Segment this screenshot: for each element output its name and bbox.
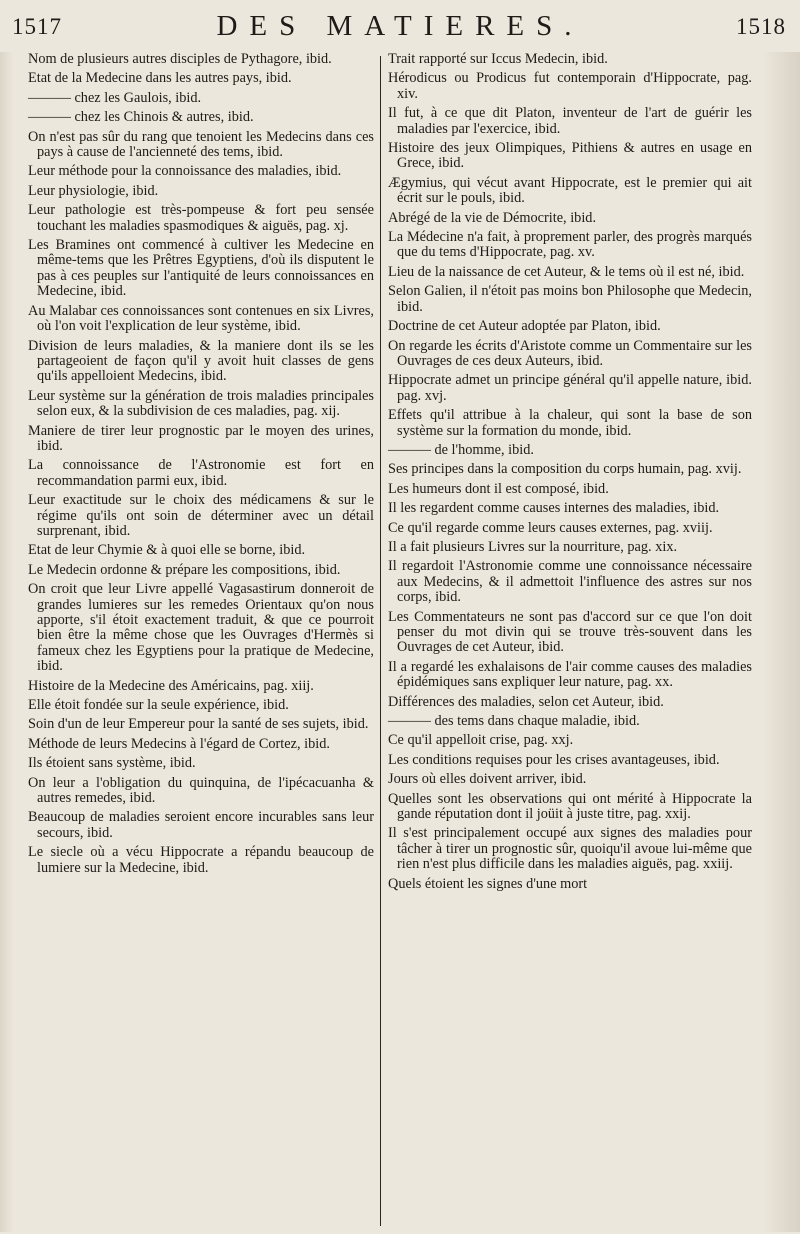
index-entry: Abrégé de la vie de Démocrite, ibid.	[388, 209, 597, 226]
index-entry: Ce qu'il regarde comme leurs causes externes, pag. xviij.	[388, 519, 713, 536]
index-entry: Histoire de la Medecine des Américains, pag. xiij.	[28, 677, 314, 694]
index-entry: Selon Galien, il n'étoit pas moins bon Philosophe que Medecin, ibid.	[388, 283, 752, 315]
index-entry: On croit que leur Livre appellé Vagasastirum donneroit de grandes lumieres sur les remedes Orientaux qu'on nous apporte, s'il étoit exactement traduit, & que ce pourroit bien être la même chose que les Ouvrages d'Hermès si fameux chez les Egyptiens pour la pratique de Medecine, ibid.	[28, 581, 374, 675]
index-entry: Ils étoient sans système, ibid.	[28, 755, 196, 772]
page-number-left: 1517	[12, 14, 62, 39]
index-entry: Leur physiologie, ibid.	[28, 182, 159, 199]
index-entry: Hippocrate admet un principe général qu'il appelle nature, ibid. pag. xvj.	[388, 372, 752, 404]
index-entry: Il a fait plusieurs Livres sur la nourriture, pag. xix.	[388, 538, 678, 555]
index-entry: Il s'est principalement occupé aux signes des maladies pour tâcher à tirer un prognostic sûr, quoiqu'il avoue lui-même que rien n'est plus difficile dans les maladies aiguës, pag. xxiij.	[388, 825, 752, 873]
index-entry: Ce qu'il appelloit crise, pag. xxj.	[388, 732, 574, 749]
index-entry: Etat de la Medecine dans les autres pays, ibid.	[28, 70, 292, 87]
index-entry: On regarde les écrits d'Aristote comme un Commentaire sur les Ouvrages de ces deux Auteurs, ibid.	[388, 337, 752, 369]
index-entry: Etat de leur Chymie & à quoi elle se borne, ibid.	[28, 542, 306, 559]
index-entry: Leur système sur la génération de trois maladies principales selon eux, & la subdivision de ces maladies, pag. xij.	[28, 387, 374, 420]
index-entry: Jours où elles doivent arriver, ibid.	[388, 771, 587, 788]
index-entry: Leur pathologie est très-pompeuse & fort peu sensée touchant les maladies spasmodiques & aiguës, pag. xj.	[28, 202, 374, 234]
index-entry: ——— des tems dans chaque maladie, ibid.	[388, 713, 640, 730]
index-entry: Trait rapporté sur Iccus Medecin, ibid.	[388, 51, 608, 67]
index-entry: La connoissance de l'Astronomie est fort en recommandation parmi eux, ibid.	[28, 457, 374, 489]
index-entry: Les Bramines ont commencé à cultiver les Medecine en même-tems que les Prêtres Egyptiens, d'où ils disputent le pas à ces peuples sur l'antiquité de leurs connoissances en Medecine, ibid.	[28, 237, 374, 300]
index-entry: Il fut, à ce que dit Platon, inventeur de l'art de guérir les maladies par l'exercice, ibid.	[388, 105, 752, 137]
index-entry: Elle étoit fondée sur la seule expérience, ibid.	[28, 697, 289, 714]
index-entry: Il les regardent comme causes internes des maladies, ibid.	[388, 500, 720, 517]
index-entry: Il a regardé les exhalaisons de l'air comme causes des maladies épidémiques sans expliquer leur nature, pag. xx.	[388, 658, 752, 691]
index-entry: Beaucoup de maladies seroient encore incurables sans leur secours, ibid.	[28, 809, 374, 841]
index-entry: Les humeurs dont il est composé, ibid.	[388, 480, 609, 497]
index-entry: Effets qu'il attribue à la chaleur, qui sont la base de son système sur la formation du monde, ibid.	[388, 407, 752, 439]
page-header	[0, 10, 800, 52]
index-entry: Le siecle où a vécu Hippocrate a répandu beaucoup de lumiere sur la Medecine, ibid.	[28, 844, 374, 876]
index-entry: ——— de l'homme, ibid.	[388, 441, 534, 458]
index-entry: On leur a l'obligation du quinquina, de l'ipécacuanha & autres remedes, ibid.	[28, 774, 374, 807]
index-entry: Lieu de la naissance de cet Auteur, & le tems où il est né, ibid.	[388, 263, 745, 280]
index-entry: La Médecine n'a fait, à proprement parler, des progrès marqués que du tems d'Hippocrate, pag. xv.	[388, 229, 752, 261]
index-entry: Doctrine de cet Auteur adoptée par Platon, ibid.	[388, 318, 661, 335]
index-entry: Histoire des jeux Olimpiques, Pithiens & autres en usage en Grece, ibid.	[388, 140, 752, 172]
index-entry: Nom de plusieurs autres disciples de Pythagore, ibid.	[28, 51, 332, 67]
index-entry: ——— chez les Gaulois, ibid.	[28, 89, 202, 106]
index-entry: Ses principes dans la composition du corps humain, pag. xvij.	[388, 461, 742, 478]
index-column-right	[388, 52, 752, 896]
index-entry: Le Medecin ordonne & prépare les compositions, ibid.	[28, 561, 341, 578]
index-entry: Soin d'un de leur Empereur pour la santé de ses sujets, ibid.	[28, 716, 369, 733]
index-entry: Les conditions requises pour les crises avantageuses, ibid.	[388, 751, 720, 768]
index-entry: Au Malabar ces connoissances sont contenues en six Livres, où l'on voit l'explication de leur système, ibid.	[28, 302, 374, 335]
index-entry: Quels étoient les signes d'une mort	[388, 875, 588, 892]
index-entry: Leur exactitude sur le choix des médicamens & sur le régime qu'ils ont soin de déterminer avec un détail surprenant, ibid.	[28, 492, 374, 539]
index-entry: ——— chez les Chinois & autres, ibid.	[28, 109, 254, 126]
index-entry: Quelles sont les observations qui ont mérité à Hippocrate la gande réputation dont il joüit à juste titre, pag. xxij.	[388, 790, 752, 823]
index-entry: Maniere de tirer leur prognostic par le moyen des urines, ibid.	[28, 422, 374, 454]
running-title: DES MATIERES.	[216, 10, 584, 42]
index-entry: Division de leurs maladies, & la maniere dont ils se les partageoient de façon qu'il y avoit huit classes de gens qu'ils appelloient Medecins, ibid.	[28, 337, 374, 385]
page-edge-shadow-left	[0, 52, 14, 1232]
index-column-left	[28, 52, 374, 880]
page-number-right: 1518	[736, 14, 786, 39]
index-entry: Ægymius, qui vécut avant Hippocrate, est le premier qui ait écrit sur le pouls, ibid.	[388, 174, 752, 207]
index-entry: Il regardoit l'Astronomie comme une connoissance nécessaire aux Medecins, & il admettoit l'influence des astres sur nos corps, ibid.	[388, 558, 752, 606]
index-entry: On n'est pas sûr du rang que tenoient les Medecins dans ces pays à cause de l'ancienneté des tems, ibid.	[28, 128, 374, 161]
column-divider	[380, 56, 381, 1226]
index-entry: Hérodicus ou Prodicus fut contemporain d'Hippocrate, pag. xiv.	[388, 70, 752, 102]
index-entry: Différences des maladies, selon cet Auteur, ibid.	[388, 693, 664, 710]
index-entry: Les Commentateurs ne sont pas d'accord sur ce que l'on doit penser du mot divin qui se trouve très-souvent dans les Ouvrages de cet Auteur, ibid.	[388, 608, 752, 656]
index-entry: Leur méthode pour la connoissance des maladies, ibid.	[28, 163, 342, 180]
page-edge-shadow-right	[762, 52, 800, 1232]
index-entry: Méthode de leurs Medecins à l'égard de Cortez, ibid.	[28, 735, 330, 752]
